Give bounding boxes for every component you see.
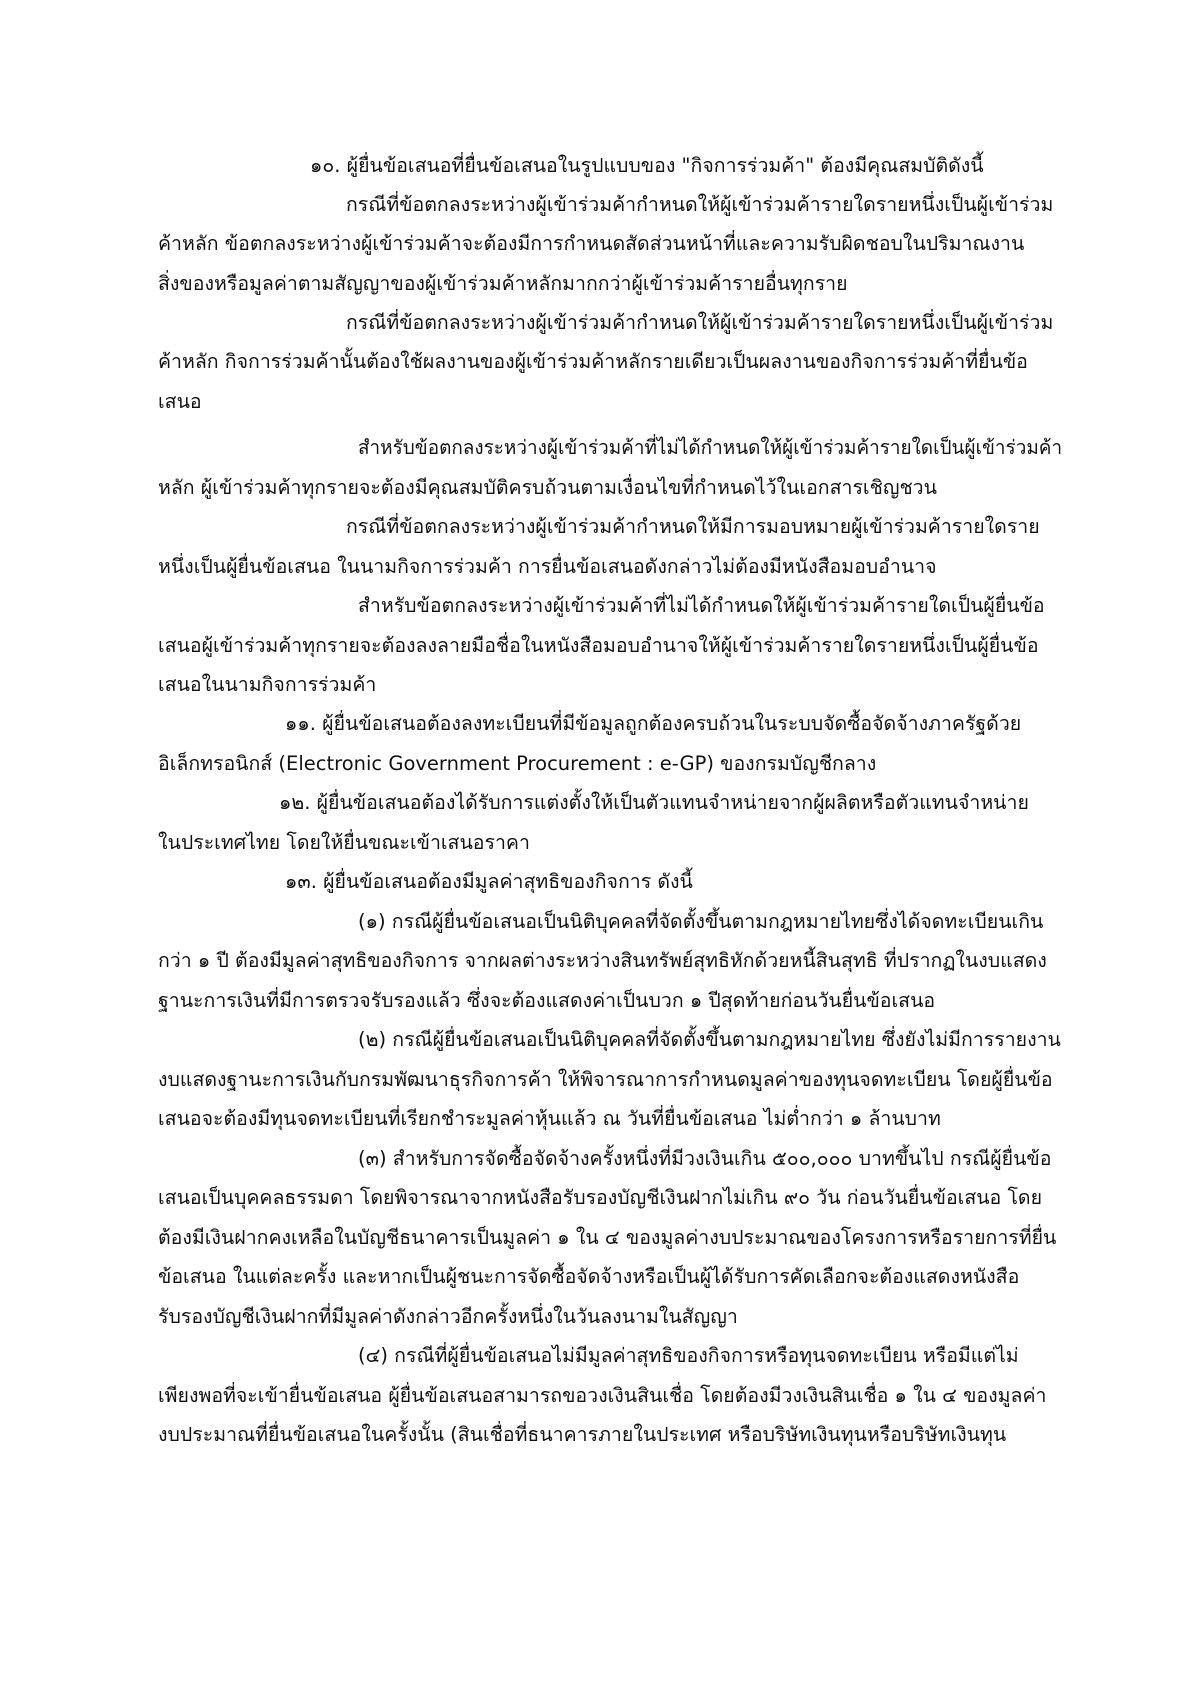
paragraph-line: ค้าหลัก กิจการร่วมค้านั้นต้องใช้ผลงานของผู้เข้าร่วมค้าหลักรายเดียวเป็นผลงานของกิจการร่วมค้าที่ยื่นข้อ <box>158 350 1028 373</box>
paragraph-line: ข้อเสนอ ในแต่ละครั้ง และหากเป็นผู้ชนะการจัดซื้อจัดจ้างหรือเป็นผู้ได้รับการคัดเลือกจะต้องแสดงหนังสือ <box>158 1265 1020 1288</box>
paragraph-line: กรณีที่ข้อตกลงระหว่างผู้เข้าร่วมค้ากำหนดให้มีการมอบหมายผู้เข้าร่วมค้ารายใดราย <box>346 515 1040 538</box>
paragraph-line: เสนอผู้เข้าร่วมค้าทุกรายจะต้องลงลายมือชื่อในหนังสือมอบอำนาจให้ผู้เข้าร่วมค้ารายใดรายหนึ่งเป็นผู้ยื่นข้อ <box>158 634 1039 657</box>
paragraph-line: ค้าหลัก ข้อตกลงระหว่างผู้เข้าร่วมค้าจะต้องมีการกำหนดสัดส่วนหน้าที่และความรับผิดชอบในปริมาณงาน <box>158 232 1025 255</box>
paragraph-line: เสนอเป็นบุคคลธรรมดา โดยพิจารณาจากหนังสือรับรองบัญชีเงินฝากไม่เกิน ๙๐ วัน ก่อนวันยื่นข้อเสนอ โดย <box>158 1186 1043 1209</box>
subclause-2-line: (๒) กรณีผู้ยื่นข้อเสนอเป็นนิติบุคคลที่จัดตั้งขึ้นตามกฎหมายไทย ซึ่งยังไม่มีการรายงาน <box>358 1028 1061 1051</box>
paragraph-line: กรณีที่ข้อตกลงระหว่างผู้เข้าร่วมค้ากำหนดให้ผู้เข้าร่วมค้ารายใดรายหนึ่งเป็นผู้เข้าร่วม <box>346 311 1054 334</box>
paragraph-line: เสนอในนามกิจการร่วมค้า <box>158 673 377 696</box>
clause-11-heading: ๑๑. ผู้ยื่นข้อเสนอต้องลงทะเบียนที่มีข้อมูลถูกต้องครบถ้วนในระบบจัดซื้อจัดจ้างภาครัฐด้วย <box>285 712 1022 735</box>
paragraph-line: เพียงพอที่จะเข้ายื่นข้อเสนอ ผู้ยื่นข้อเสนอสามารถขอวงเงินสินเชื่อ โดยต้องมีวงเงินสินเชื่อ ๑ ใน ๔ ของมูลค่า <box>158 1384 1047 1407</box>
paragraph-line: ต้องมีเงินฝากคงเหลือในบัญชีธนาคารเป็นมูลค่า ๑ ใน ๔ ของมูลค่างบประมาณของโครงการหรือรายการที่ยื่น <box>158 1226 1057 1249</box>
clause-10-heading: ๑๐. ผู้ยื่นข้อเสนอที่ยื่นข้อเสนอในรูปแบบของ "กิจการร่วมค้า" ต้องมีคุณสมบัติดังนี้ <box>310 154 984 177</box>
paragraph-line: สิ่งของหรือมูลค่าตามสัญญาของผู้เข้าร่วมค้าหลักมากกว่าผู้เข้าร่วมค้ารายอื่นทุกราย <box>158 272 848 295</box>
subclause-3-line: (๓) สำหรับการจัดซื้อจัดจ้างครั้งหนึ่งที่มีวงเงินเกิน ๕๐๐,๐๐๐ บาทขึ้นไป กรณีผู้ยื่นข้อ <box>358 1147 1052 1170</box>
paragraph-line: เสนอจะต้องมีทุนจดทะเบียนที่เรียกชำระมูลค่าหุ้นแล้ว ณ วันที่ยื่นข้อเสนอ ไม่ต่ำกว่า ๑ ล้านบาท <box>158 1107 941 1130</box>
paragraph-line: กว่า ๑ ปี ต้องมีมูลค่าสุทธิของกิจการ จากผลต่างระหว่างสินทรัพย์สุทธิหักด้วยหนี้สินสุทธิ ที่ปรากฏในงบแสดง <box>158 949 1047 972</box>
paragraph-line: ฐานะการเงินที่มีการตรวจรับรองแล้ว ซึ่งจะต้องแสดงค่าเป็นบวก ๑ ปีสุดท้ายก่อนวันยื่นข้อเสนอ <box>158 989 936 1012</box>
paragraph-line: รับรองบัญชีเงินฝากที่มีมูลค่าดังกล่าวอีกครั้งหนึ่งในวันลงนามในสัญญา <box>158 1305 738 1328</box>
paragraph-line: เสนอ <box>158 390 202 413</box>
paragraph-line: หนึ่งเป็นผู้ยื่นข้อเสนอ ในนามกิจการร่วมค้า การยื่นข้อเสนอดังกล่าวไม่ต้องมีหนังสือมอบอำนาจ <box>158 555 937 578</box>
paragraph-line: ในประเทศไทย โดยให้ยื่นขณะเข้าเสนอราคา <box>158 831 530 854</box>
subclause-1-line: (๑) กรณีผู้ยื่นข้อเสนอเป็นนิติบุคคลที่จัดตั้งขึ้นตามกฎหมายไทยซึ่งได้จดทะเบียนเกิน <box>358 910 1044 933</box>
paragraph-line: งบแสดงฐานะการเงินกับกรมพัฒนาธุรกิจการค้า ให้พิจารณาการกำหนดมูลค่าของทุนจดทะเบียน โดยผู้ยื่นข้อ <box>158 1068 1053 1091</box>
paragraph-line: กรณีที่ข้อตกลงระหว่างผู้เข้าร่วมค้ากำหนดให้ผู้เข้าร่วมค้ารายใดรายหนึ่งเป็นผู้เข้าร่วม <box>346 193 1054 216</box>
paragraph-line: อิเล็กทรอนิกส์ (Electronic Government Procurement : e-GP) ของกรมบัญชีกลาง <box>158 752 877 775</box>
paragraph-line: สำหรับข้อตกลงระหว่างผู้เข้าร่วมค้าที่ไม่ได้กำหนดให้ผู้เข้าร่วมค้ารายใดเป็นผู้ยื่นข้อ <box>358 594 1045 617</box>
clause-12-heading: ๑๒. ผู้ยื่นข้อเสนอต้องได้รับการแต่งตั้งให้เป็นตัวแทนจำหน่ายจากผู้ผลิตหรือตัวแทนจำหน่าย <box>279 791 1029 814</box>
paragraph-line: สำหรับข้อตกลงระหว่างผู้เข้าร่วมค้าที่ไม่ได้กำหนดให้ผู้เข้าร่วมค้ารายใดเป็นผู้เข้าร่วมค้า <box>358 436 1063 459</box>
paragraph-line: หลัก ผู้เข้าร่วมค้าทุกรายจะต้องมีคุณสมบัติครบถ้วนตามเงื่อนไขที่กำหนดไว้ในเอกสารเชิญชวน <box>158 476 937 499</box>
paragraph-line: งบประมาณที่ยื่นข้อเสนอในครั้งนั้น (สินเชื่อที่ธนาคารภายในประเทศ หรือบริษัทเงินทุนหรือบริษัทเงินทุน <box>158 1423 1007 1446</box>
clause-13-heading: ๑๓. ผู้ยื่นข้อเสนอต้องมีมูลค่าสุทธิของกิจการ ดังนี้ <box>285 870 693 893</box>
subclause-4-line: (๔) กรณีที่ผู้ยื่นข้อเสนอไม่มีมูลค่าสุทธิของกิจการหรือทุนจดทะเบียน หรือมีแต่ไม่ <box>358 1344 1019 1367</box>
